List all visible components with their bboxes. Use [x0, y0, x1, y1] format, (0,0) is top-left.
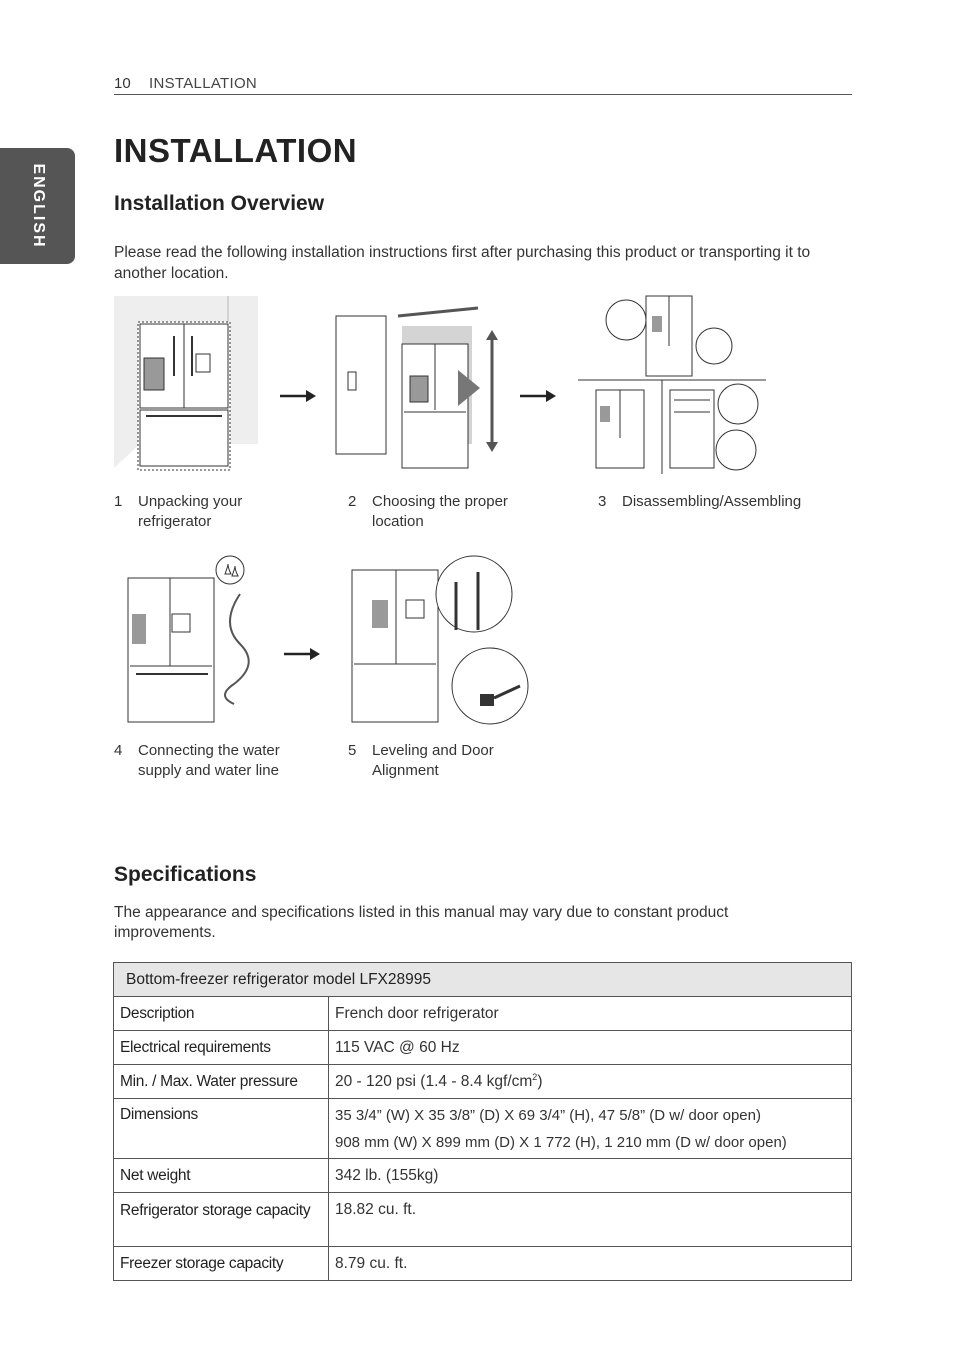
table-row — [114, 1159, 852, 1193]
step-3 — [598, 492, 848, 512]
overview-intro: Please read the following installation instructions first after purchasing this product or transporting it to another location. — [114, 244, 811, 282]
leveling-illustration — [344, 552, 534, 732]
row-label: Electrical requirements — [114, 1031, 329, 1065]
step-number: 1 — [114, 493, 123, 510]
water-connection-illustration — [124, 554, 260, 726]
row-value: 115 VAC @ 60 Hz — [329, 1031, 852, 1065]
language-tab — [0, 148, 75, 264]
step-label: Unpacking your refrigerator — [138, 493, 243, 530]
table-row — [114, 1247, 852, 1281]
step-number: 2 — [348, 493, 357, 510]
dimensions-metric: 908 mm (W) X 899 mm (D) X 1 772 (H), 1 210 mm (D w/ door open) — [335, 1133, 787, 1151]
row-value: 8.79 cu. ft. — [329, 1247, 852, 1281]
specifications-table — [113, 962, 852, 1281]
table-title: Bottom-freezer refrigerator model LFX28995 — [114, 963, 852, 997]
step-1 — [114, 492, 314, 532]
row-value — [329, 1099, 852, 1159]
specifications-heading: Specifications — [114, 863, 257, 886]
overview-heading: Installation Overview — [114, 192, 325, 215]
table-row — [114, 1193, 852, 1247]
row-label: Description — [114, 997, 329, 1031]
step-4 — [114, 741, 314, 781]
row-value: 18.82 cu. ft. — [329, 1193, 852, 1247]
row-label: Freezer storage capacity — [114, 1247, 329, 1281]
step-number: 5 — [348, 742, 357, 759]
step-2 — [348, 492, 548, 532]
pressure-unit-exponent: 2 — [532, 1071, 538, 1082]
row-label: Net weight — [114, 1159, 329, 1193]
location-illustration — [332, 304, 498, 470]
arrow-right-icon — [280, 388, 316, 404]
row-label: Min. / Max. Water pressure — [114, 1065, 329, 1099]
header-divider — [114, 94, 852, 95]
specifications-intro: The appearance and specifications listed in this manual may vary due to constant product improvements. — [114, 904, 729, 941]
disassembling-illustration — [578, 294, 768, 476]
step-number: 3 — [598, 493, 607, 510]
step-label: Connecting the water supply and water line — [138, 742, 280, 779]
table-row — [114, 1065, 852, 1099]
arrow-right-icon — [520, 388, 556, 404]
step-label: Leveling and Door Alignment — [372, 742, 494, 779]
pressure-value: 20 - 120 psi (1.4 - 8.4 kgf/cm — [335, 1073, 533, 1091]
page-title: INSTALLATION — [114, 132, 358, 169]
row-value: French door refrigerator — [329, 997, 852, 1031]
row-value — [329, 1065, 852, 1099]
unpacking-illustration — [110, 296, 260, 472]
table-row — [114, 1031, 852, 1065]
table-row — [114, 1099, 852, 1159]
dimensions-imperial: 35 3/4” (W) X 35 3/8” (D) X 69 3/4” (H), 47 5/8” (D w/ door open) — [335, 1106, 761, 1124]
page-number: 10 — [114, 75, 131, 92]
step-number: 4 — [114, 742, 123, 759]
running-header: INSTALLATION — [149, 75, 258, 92]
row-value: 342 lb. (155kg) — [329, 1159, 852, 1193]
step-label: Disassembling/Assembling — [622, 493, 802, 510]
step-5 — [348, 741, 548, 781]
pressure-value-close: ) — [537, 1073, 543, 1091]
step-label: Choosing the proper location — [372, 493, 508, 530]
row-label: Refrigerator storage capacity — [114, 1193, 329, 1247]
table-row — [114, 997, 852, 1031]
row-label: Dimensions — [114, 1099, 329, 1159]
language-tab-label: ENGLISH — [29, 163, 47, 249]
arrow-right-icon — [284, 646, 320, 662]
